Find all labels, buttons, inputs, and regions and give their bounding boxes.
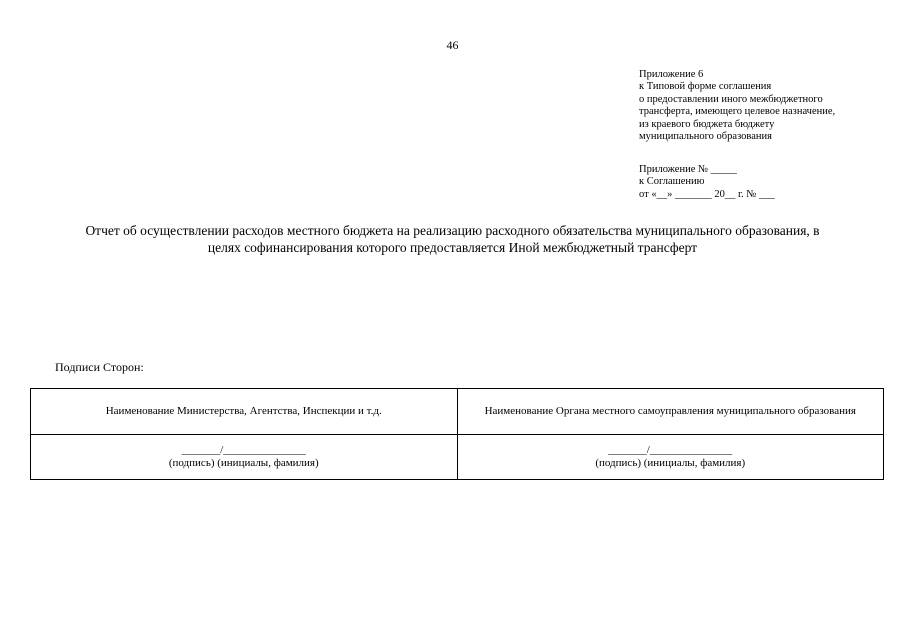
signatures-table (30, 388, 884, 480)
agreement-line: Приложение № _____ (639, 164, 737, 175)
appendix-line: муниципального образования (639, 131, 772, 143)
signatures-header-row (31, 389, 884, 435)
local-government-signature-hint: (подпись) (инициалы, фамилия) (595, 457, 746, 469)
ministry-signature-hint: (подпись) (инициалы, фамилия) (168, 457, 319, 469)
ministry-signature-cell (31, 435, 458, 480)
signatures-sign-row (31, 435, 884, 480)
appendix-line: Приложение 6 (639, 69, 704, 80)
signatures-caption: Подписи Сторон: (55, 360, 144, 374)
ministry-name-cell: Наименование Министерства, Агентства, Инспекции и т.д. (31, 389, 458, 435)
local-government-signature-cell (457, 435, 884, 480)
agreement-line: от «__» _______ 20__ г. № ___ (639, 188, 775, 200)
report-title-line-1: Отчет об осуществлении расходов местного бюджета на реализацию расходного обязательства муниципального образования, в (85, 223, 820, 238)
agreement-note (639, 164, 889, 201)
appendix-line: из краевого бюджета бюджету (639, 118, 775, 130)
local-government-signature-line: _______/_______________ (608, 444, 733, 456)
appendix-note (639, 69, 889, 143)
report-title (20, 222, 885, 256)
appendix-line: к Типовой форме соглашения (639, 81, 772, 93)
appendix-line: трансферта, имеющего целевое назначение, (639, 106, 836, 118)
appendix-line: о предоставлении иного межбюджетного (639, 93, 823, 105)
report-title-line-2: целях софинансирования которого предоставляется Иной межбюджетный трансферт (207, 240, 698, 255)
agreement-line: к Соглашению (639, 176, 705, 188)
page-number: 46 (446, 38, 459, 52)
ministry-signature-line: _______/_______________ (181, 444, 306, 456)
local-government-name-cell: Наименование Органа местного самоуправления муниципального образования (457, 389, 884, 435)
